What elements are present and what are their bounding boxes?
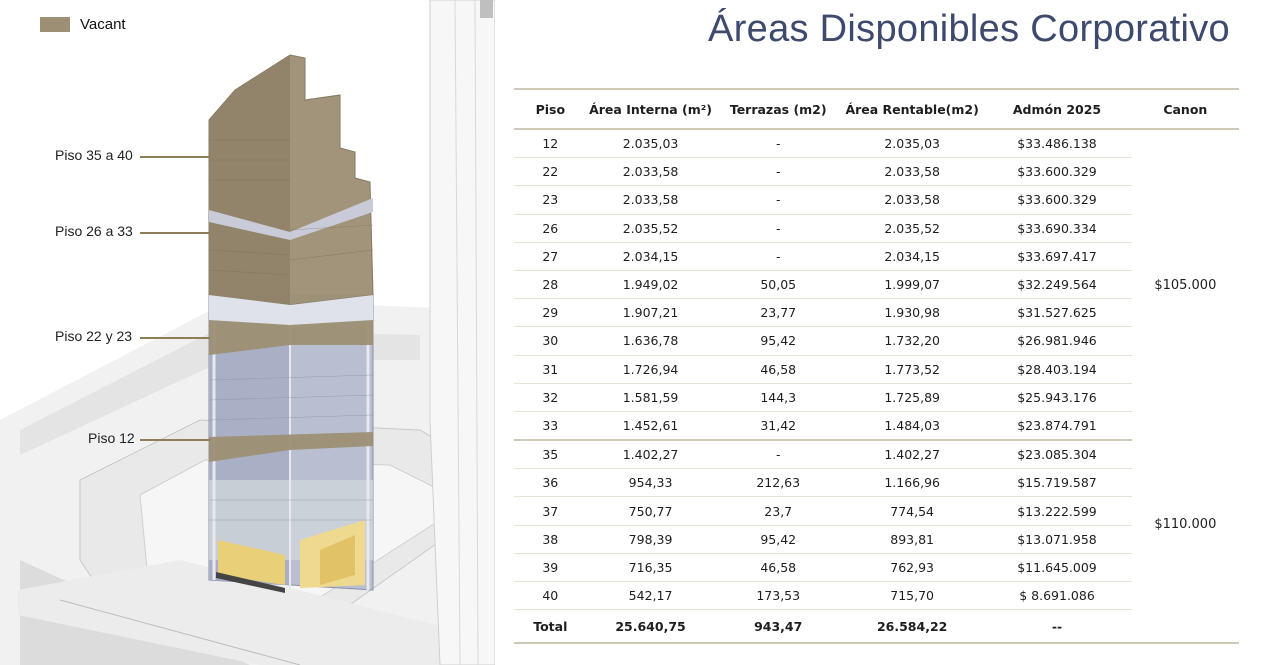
cell-piso: 39	[514, 553, 587, 581]
cell-terrazas: -	[714, 242, 841, 270]
table-row	[514, 440, 1239, 469]
cell-admon: $31.527.625	[982, 299, 1131, 327]
table-row	[514, 299, 1239, 327]
cell-terrazas: -	[714, 186, 841, 214]
cell-area-rentable: 2.035,03	[842, 129, 982, 158]
col-header-area-rentable: Área Rentable(m2)	[842, 89, 982, 129]
cell-area-interna: 954,33	[587, 469, 715, 497]
table-row	[514, 553, 1239, 581]
floor-label-26-33: Piso 26 a 33	[55, 223, 133, 239]
cell-admon: $15.719.587	[982, 469, 1131, 497]
cell-area-rentable: 774,54	[842, 497, 982, 525]
cell-terrazas: 144,3	[714, 383, 841, 411]
cell-area-rentable: 893,81	[842, 525, 982, 553]
table-row	[514, 582, 1239, 610]
cell-terrazas: 46,58	[714, 355, 841, 383]
cell-piso: 32	[514, 383, 587, 411]
cell-area-interna: 2.033,58	[587, 186, 715, 214]
cell-area-rentable: 1.484,03	[842, 411, 982, 440]
table-row	[514, 270, 1239, 298]
cell-terrazas: 173,53	[714, 582, 841, 610]
cell-terrazas: -	[714, 214, 841, 242]
col-header-terrazas: Terrazas (m2)	[714, 89, 841, 129]
cell-area-rentable: 1.999,07	[842, 270, 982, 298]
cell-area-rentable: 2.035,52	[842, 214, 982, 242]
floor-label-22-23: Piso 22 y 23	[55, 328, 133, 344]
col-header-canon: Canon	[1132, 89, 1239, 129]
cell-area-interna: 542,17	[587, 582, 715, 610]
cell-area-interna: 1.402,27	[587, 440, 715, 469]
cell-area-rentable: 762,93	[842, 553, 982, 581]
total-canon	[1132, 610, 1239, 644]
table-row	[514, 214, 1239, 242]
cell-admon: $32.249.564	[982, 270, 1131, 298]
cell-area-interna: 1.636,78	[587, 327, 715, 355]
cell-admon: $33.697.417	[982, 242, 1131, 270]
legend	[40, 16, 126, 33]
table-row	[514, 383, 1239, 411]
cell-piso: 28	[514, 270, 587, 298]
total-area-rentable: 26.584,22	[842, 610, 982, 644]
leader-line	[140, 439, 210, 441]
cell-admon: $ 8.691.086	[982, 582, 1131, 610]
cell-piso: 22	[514, 158, 587, 186]
table-row	[514, 129, 1239, 158]
cell-terrazas: 95,42	[714, 327, 841, 355]
cell-terrazas: 31,42	[714, 411, 841, 440]
total-admon: --	[982, 610, 1131, 644]
table-row	[514, 469, 1239, 497]
table-header-row	[514, 89, 1239, 129]
cell-area-interna: 1.452,61	[587, 411, 715, 440]
cell-terrazas: 50,05	[714, 270, 841, 298]
cell-area-rentable: 1.930,98	[842, 299, 982, 327]
cell-area-rentable: 1.732,20	[842, 327, 982, 355]
cell-area-interna: 1.581,59	[587, 383, 715, 411]
cell-admon: $11.645.009	[982, 553, 1131, 581]
table-row	[514, 497, 1239, 525]
cell-area-rentable: 1.773,52	[842, 355, 982, 383]
floor-label-12: Piso 12	[88, 430, 135, 446]
cell-terrazas: 212,63	[714, 469, 841, 497]
cell-admon: $33.486.138	[982, 129, 1131, 158]
table-row	[514, 158, 1239, 186]
cell-area-rentable: 715,70	[842, 582, 982, 610]
leader-line	[140, 156, 210, 158]
building-illustration	[0, 0, 495, 665]
cell-admon: $13.222.599	[982, 497, 1131, 525]
vacant-swatch	[40, 17, 70, 32]
cell-piso: 35	[514, 440, 587, 469]
cell-piso: 23	[514, 186, 587, 214]
cell-area-interna: 716,35	[587, 553, 715, 581]
cell-admon: $25.943.176	[982, 383, 1131, 411]
cell-piso: 26	[514, 214, 587, 242]
cell-terrazas: 23,7	[714, 497, 841, 525]
cell-area-interna: 2.035,03	[587, 129, 715, 158]
cell-area-rentable: 2.033,58	[842, 186, 982, 214]
cell-area-rentable: 1.402,27	[842, 440, 982, 469]
total-terrazas: 943,47	[714, 610, 841, 644]
cell-piso: 31	[514, 355, 587, 383]
cell-piso: 29	[514, 299, 587, 327]
cell-admon: $28.403.194	[982, 355, 1131, 383]
total-area-interna: 25.640,75	[587, 610, 715, 644]
cell-piso: 37	[514, 497, 587, 525]
cell-canon: $105.000	[1154, 277, 1217, 293]
cell-admon: $33.600.329	[982, 158, 1131, 186]
cell-admon: $33.600.329	[982, 186, 1131, 214]
cell-area-rentable: 2.033,58	[842, 158, 982, 186]
areas-table	[514, 88, 1239, 644]
col-header-piso: Piso	[514, 89, 587, 129]
cell-piso: 12	[514, 129, 587, 158]
cell-area-rentable: 1.166,96	[842, 469, 982, 497]
table-row	[514, 525, 1239, 553]
cell-area-interna: 2.034,15	[587, 242, 715, 270]
cell-admon: $13.071.958	[982, 525, 1131, 553]
table-body	[514, 129, 1239, 610]
cell-area-interna: 2.033,58	[587, 158, 715, 186]
leader-line	[140, 337, 210, 339]
cell-terrazas: -	[714, 440, 841, 469]
cell-terrazas: 95,42	[714, 525, 841, 553]
table-row	[514, 327, 1239, 355]
page-title: Áreas Disponibles Corporativo	[708, 8, 1230, 50]
cell-terrazas: -	[714, 129, 841, 158]
total-row	[514, 610, 1239, 644]
total-label: Total	[514, 610, 587, 644]
floor-label-35-40: Piso 35 a 40	[55, 147, 133, 163]
cell-terrazas: 46,58	[714, 553, 841, 581]
table-row	[514, 355, 1239, 383]
cell-piso: 30	[514, 327, 587, 355]
cell-admon: $23.085.304	[982, 440, 1131, 469]
cell-piso: 40	[514, 582, 587, 610]
cell-area-interna: 1.907,21	[587, 299, 715, 327]
cell-canon: $110.000	[1154, 517, 1217, 533]
cell-admon: $33.690.334	[982, 214, 1131, 242]
cell-area-rentable: 1.725,89	[842, 383, 982, 411]
col-header-area-interna: Área Interna (m²)	[587, 89, 715, 129]
cell-area-interna: 750,77	[587, 497, 715, 525]
cell-area-interna: 1.726,94	[587, 355, 715, 383]
cell-admon: $26.981.946	[982, 327, 1131, 355]
cell-area-interna: 798,39	[587, 525, 715, 553]
cell-piso: 38	[514, 525, 587, 553]
table-row	[514, 242, 1239, 270]
cell-area-interna: 2.035,52	[587, 214, 715, 242]
cell-area-interna: 1.949,02	[587, 270, 715, 298]
table-row	[514, 411, 1239, 440]
cell-terrazas: 23,77	[714, 299, 841, 327]
cell-piso: 33	[514, 411, 587, 440]
leader-line	[140, 232, 210, 234]
table-row	[514, 186, 1239, 214]
col-header-admon: Admón 2025	[982, 89, 1131, 129]
cell-admon: $23.874.791	[982, 411, 1131, 440]
legend-label: Vacant	[80, 16, 126, 33]
cell-piso: 36	[514, 469, 587, 497]
cell-area-rentable: 2.034,15	[842, 242, 982, 270]
cell-piso: 27	[514, 242, 587, 270]
cell-terrazas: -	[714, 158, 841, 186]
